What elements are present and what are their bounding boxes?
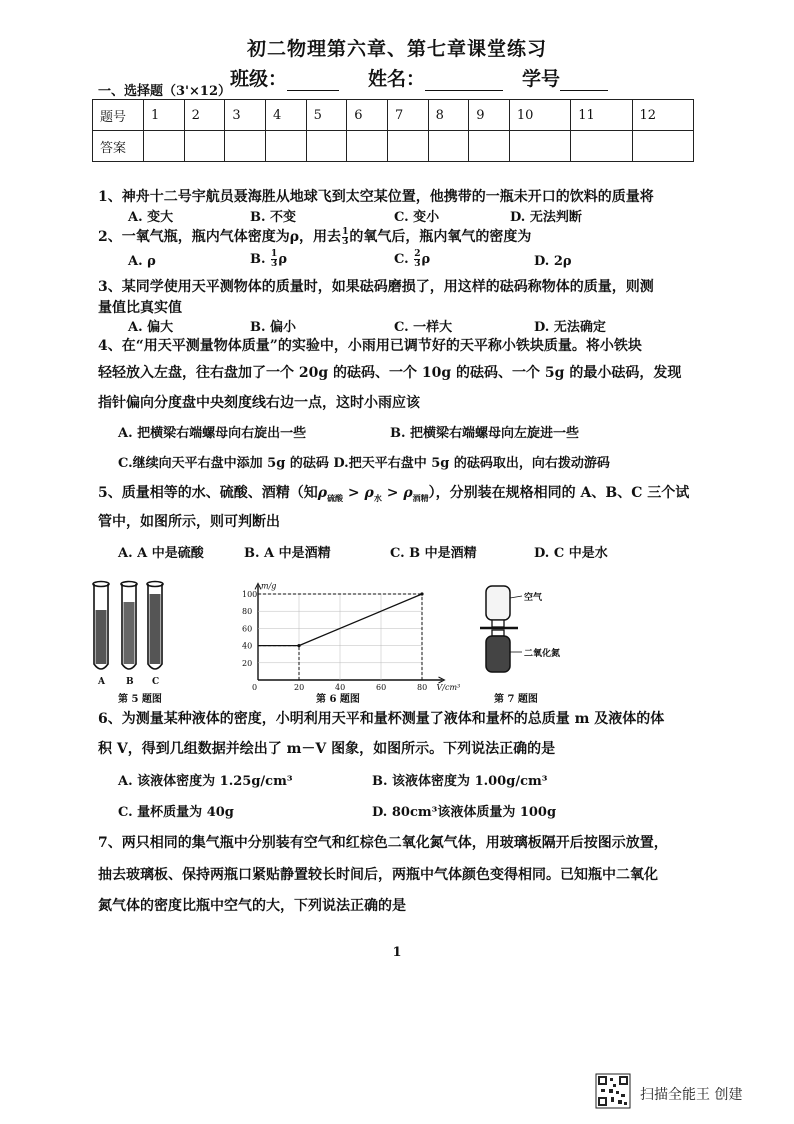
answer-cell[interactable] bbox=[428, 131, 469, 162]
question-7-line2: 抽去玻璃板、保持两瓶口紧贴静置较长时间后，两瓶中气体颜色变得相同。已知瓶中二氧化 bbox=[98, 867, 658, 883]
data-point bbox=[420, 592, 423, 595]
table-row-numbers bbox=[93, 100, 694, 131]
rho-symbol: ρ bbox=[317, 485, 328, 501]
question-6-line2: 积 V，得到几组数据并绘出了 m－V 图象，如图所示。下列说法正确的是 bbox=[98, 741, 556, 757]
q4-option-cd: C.继续向天平右盘中添加 5g 的砝码 D.把天平右盘中 5g 的砝码取出，向右拨动游码 bbox=[118, 456, 610, 471]
page-title: 初二物理第六章、第七章课堂练习 bbox=[246, 38, 547, 60]
q5-option-c: C. B 中是酒精 bbox=[390, 546, 477, 561]
q2-c-pre: C. bbox=[394, 252, 409, 267]
y-tick-label: 100 bbox=[242, 590, 258, 599]
x-tick-label: 40 bbox=[335, 683, 346, 692]
question-4-line1: 4、在“用天平测量物体质量”的实验中，小雨用已调节好的天平称小铁块质量。将小铁块 bbox=[98, 338, 642, 354]
figure-5-test-tubes bbox=[88, 576, 178, 680]
class-blank[interactable] bbox=[287, 70, 339, 91]
rho-symbol: ρ bbox=[403, 485, 413, 501]
q2-option-b bbox=[250, 250, 287, 269]
q2-stem-post: 的氧气后，瓶内氧气的密度为 bbox=[349, 229, 532, 245]
rho-subscript: 酒精 bbox=[412, 492, 429, 503]
question-2-stem bbox=[98, 226, 698, 247]
q2-option-d: D. 2ρ bbox=[534, 254, 572, 269]
q6-option-b: B. 该液体密度为 1.00g/cm³ bbox=[372, 774, 548, 789]
q5-option-a: A. A 中是硫酸 bbox=[118, 546, 204, 561]
q2-option-a: A. ρ bbox=[128, 254, 156, 269]
name-label: 姓名： bbox=[368, 68, 426, 90]
answer-cell[interactable] bbox=[387, 131, 428, 162]
frac-num: 1 bbox=[271, 249, 278, 259]
q1-option-b: B. 不变 bbox=[250, 210, 297, 225]
x-tick-label: 80 bbox=[417, 683, 428, 692]
y-tick-label: 60 bbox=[242, 624, 253, 634]
q3-option-a: A. 偏大 bbox=[128, 320, 174, 335]
qr-code-icon bbox=[596, 1074, 630, 1108]
q6-option-c: C. 量杯质量为 40g bbox=[118, 805, 234, 820]
answer-cell[interactable] bbox=[509, 131, 570, 162]
q5-option-b: B. A 中是酒精 bbox=[244, 546, 331, 561]
q1-option-c: C. 变小 bbox=[394, 210, 440, 225]
y-tick-label: 40 bbox=[242, 641, 253, 651]
q3-option-c: C. 一样大 bbox=[394, 320, 453, 335]
data-point bbox=[297, 644, 300, 647]
liquid-c bbox=[150, 594, 161, 664]
question-4-line3: 指针偏向分度盘中央刻度线右边一点，这时小雨应该 bbox=[98, 395, 420, 411]
series-line bbox=[299, 594, 422, 646]
y-tick-label: 80 bbox=[242, 607, 253, 617]
tube-label-a: A bbox=[98, 677, 105, 687]
class-field bbox=[230, 64, 339, 91]
rho-subscript: 硫酸 bbox=[327, 492, 344, 503]
answer-table bbox=[92, 99, 694, 162]
answer-cell[interactable] bbox=[225, 131, 266, 162]
table-cell: 11 bbox=[571, 100, 632, 131]
name-blank[interactable] bbox=[425, 70, 503, 91]
figure-7-caption: 第 7 题图 bbox=[494, 694, 538, 705]
x-tick-label: 20 bbox=[294, 683, 305, 692]
q2-b-post: ρ bbox=[278, 252, 287, 267]
rho-subscript: 水 bbox=[373, 492, 382, 503]
table-header-cell: 答案 bbox=[93, 131, 144, 162]
question-7-line3: 氮气体的密度比瓶中空气的大，下列说法正确的是 bbox=[98, 898, 406, 914]
q4-option-b: B. 把横梁右端螺母向左旋进一些 bbox=[390, 426, 580, 441]
question-6-line1: 6、为测量某种液体的密度，小明利用天平和量杯测量了液体和量杯的总质量 m 及液体的体 bbox=[98, 711, 665, 727]
table-cell: 3 bbox=[225, 100, 266, 131]
table-header-cell: 题号 bbox=[93, 100, 144, 131]
figure-7-air-label: 空气 bbox=[524, 593, 543, 603]
frac-den: 3 bbox=[342, 236, 349, 247]
q2-fraction bbox=[342, 228, 348, 247]
question-3-line1: 3、某同学使用天平测物体的质量时，如果砝码磨损了，用这样的砝码称物体的质量，则测 bbox=[98, 279, 654, 295]
x-tick-label: 0 bbox=[252, 683, 258, 692]
liquid-a bbox=[96, 610, 107, 664]
q3-option-d: D. 无法确定 bbox=[534, 320, 606, 335]
section-title: 一、选择题（3'×12） bbox=[98, 84, 232, 99]
table-cell: 8 bbox=[428, 100, 469, 131]
figure-6-caption: 第 6 题图 bbox=[316, 694, 360, 705]
id-label: 学号 bbox=[522, 68, 561, 90]
answer-cell[interactable] bbox=[632, 131, 693, 162]
y-axis-label: m/g bbox=[261, 581, 277, 591]
q2-b-fraction bbox=[271, 250, 277, 269]
name-field bbox=[368, 64, 503, 91]
no2-bottle bbox=[486, 636, 510, 672]
figure-5-caption: 第 5 题图 bbox=[118, 694, 162, 705]
answer-cell[interactable] bbox=[469, 131, 510, 162]
question-5-line1 bbox=[98, 482, 698, 504]
liquid-b bbox=[124, 602, 135, 664]
q1-option-a: A. 变大 bbox=[128, 210, 174, 225]
page-number: 1 bbox=[392, 945, 402, 960]
scanner-stamp-text: 扫描全能王 创建 bbox=[640, 1087, 743, 1103]
q4-option-a: A. 把横梁右端螺母向右旋出一些 bbox=[118, 426, 307, 441]
tube-label-b: B bbox=[126, 677, 134, 687]
table-cell: 2 bbox=[184, 100, 225, 131]
q2-c-fraction bbox=[414, 250, 420, 269]
figure-6-chart bbox=[228, 568, 461, 692]
q5-pre: 5、质量相等的水、硫酸、酒精（知 bbox=[98, 485, 318, 501]
table-cell: 10 bbox=[509, 100, 570, 131]
q2-stem-pre: 2、一氧气瓶，瓶内气体密度为ρ，用去 bbox=[98, 229, 342, 245]
q2-b-pre: B. bbox=[250, 252, 266, 267]
tube-label-c: C bbox=[152, 677, 160, 687]
frac-num: 1 bbox=[342, 226, 349, 237]
q5-option-d: D. C 中是水 bbox=[534, 546, 608, 561]
question-3-line2: 量值比真实值 bbox=[98, 300, 182, 316]
answer-cell[interactable] bbox=[184, 131, 225, 162]
q1-option-d: D. 无法判断 bbox=[510, 210, 582, 225]
table-cell: 9 bbox=[469, 100, 510, 131]
q2-c-post: ρ bbox=[421, 252, 431, 267]
air-bottle bbox=[486, 586, 510, 620]
answer-cell[interactable] bbox=[306, 131, 347, 162]
answer-cell[interactable] bbox=[571, 131, 632, 162]
question-7-line1: 7、两只相同的集气瓶中分别装有空气和红棕色二氧化氮气体，用玻璃板隔开后按图示放置， bbox=[98, 835, 668, 851]
frac-num: 2 bbox=[414, 249, 421, 259]
q5-post: ），分别装在规格相同的 A、B、C 三个试 bbox=[428, 485, 690, 501]
table-cell: 7 bbox=[387, 100, 428, 131]
table-cell: 5 bbox=[306, 100, 347, 131]
y-tick-label: 20 bbox=[242, 658, 253, 668]
table-cell: 1 bbox=[144, 100, 185, 131]
gt-sign: > bbox=[381, 485, 404, 501]
id-blank[interactable] bbox=[560, 70, 608, 91]
q6-option-a: A. 该液体密度为 1.25g/cm³ bbox=[118, 774, 293, 789]
answer-cell[interactable] bbox=[144, 131, 185, 162]
class-label: 班级： bbox=[230, 68, 288, 90]
frac-den: 3 bbox=[271, 259, 278, 269]
question-1-stem: 1、神舟十二号宇航员聂海胜从地球飞到太空某位置，他携带的一瓶未开口的饮料的质量将 bbox=[98, 189, 654, 205]
x-tick-label: 60 bbox=[376, 683, 387, 692]
figure-7-no2-label: 二氧化氮 bbox=[524, 649, 561, 659]
table-cell: 6 bbox=[347, 100, 388, 131]
q2-option-c bbox=[394, 250, 430, 269]
q6-option-d: D. 80cm³该液体质量为 100g bbox=[372, 805, 557, 820]
answer-cell[interactable] bbox=[265, 131, 306, 162]
id-field bbox=[522, 64, 608, 91]
question-5-line2: 管中，如图所示，则可判断出 bbox=[98, 514, 280, 530]
q3-option-b: B. 偏小 bbox=[250, 320, 297, 335]
question-4-line2: 轻轻放入左盘，往右盘加了一个 20g 的砝码、一个 10g 的砝码、一个 5g 的最小砝码，发现 bbox=[98, 365, 682, 381]
x-axis-label: V/cm³ bbox=[436, 683, 461, 692]
table-row-answers bbox=[93, 131, 694, 162]
figure-7-gas-bottles bbox=[478, 580, 561, 680]
table-cell: 12 bbox=[632, 100, 693, 131]
gt-sign: > bbox=[343, 485, 365, 501]
answer-cell[interactable] bbox=[347, 131, 388, 162]
table-cell: 4 bbox=[265, 100, 306, 131]
frac-den: 3 bbox=[414, 259, 421, 269]
rho-symbol: ρ bbox=[364, 485, 374, 501]
